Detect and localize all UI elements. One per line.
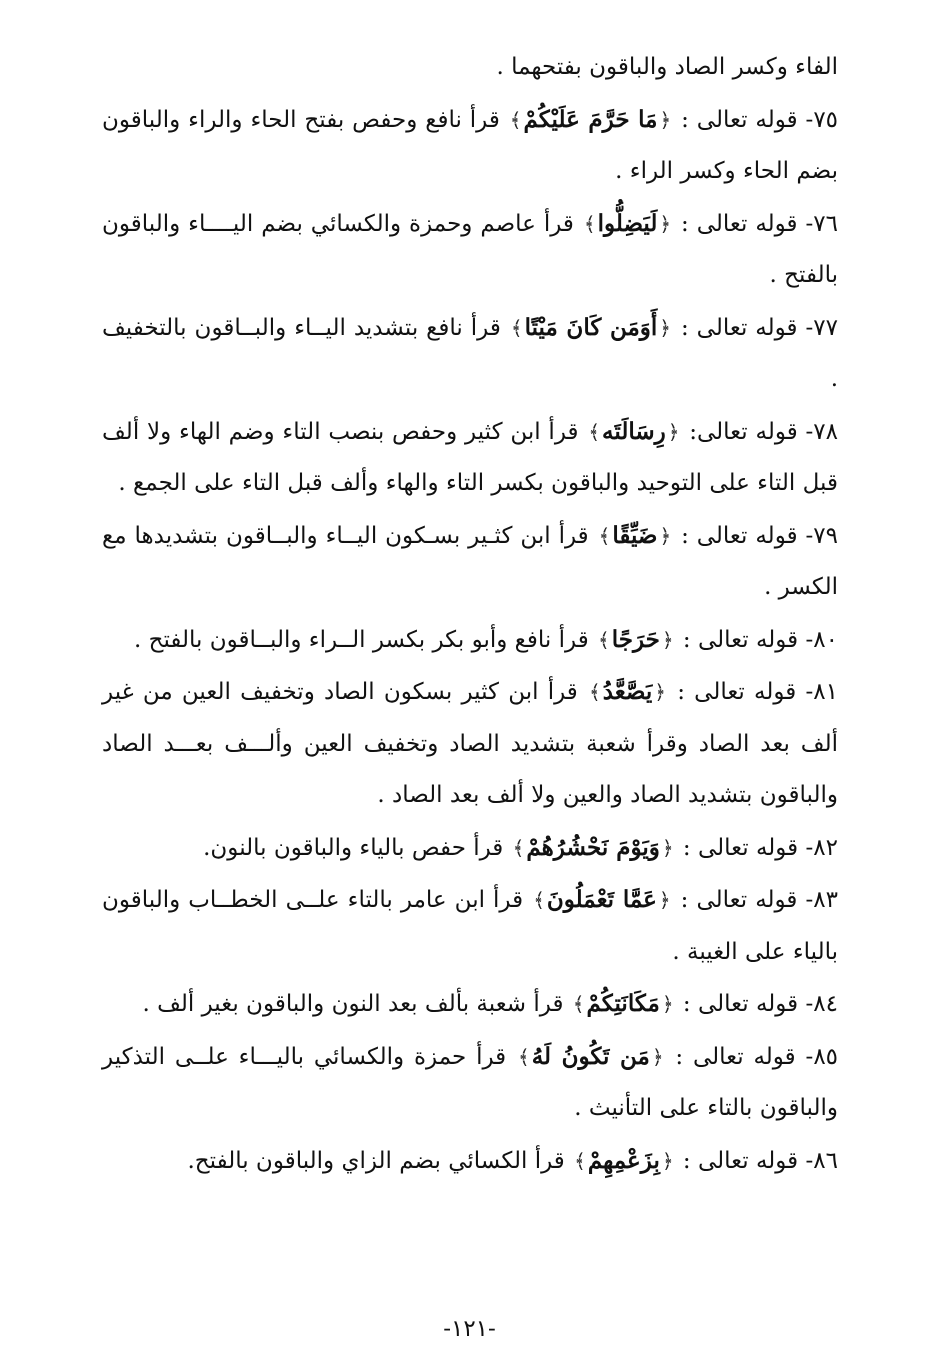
- ornament-open-icon: ﴿: [661, 627, 674, 652]
- entry-reading: قرأ ابن كثير بسكون الصاد وتخفيف العين من غير ألف بعد الصاد وقرأ شعبة بتشديد الصاد وتخفيف العين وألـــف بعـــد الصاد والباقون بتشديد الصاد والعين ولا ألف بعد الصاد .: [102, 679, 838, 808]
- entry-number: ٧٥-: [805, 106, 839, 133]
- entry-intro: قوله تعالى :: [682, 834, 799, 861]
- entry-reading: قرأ حمزة والكسائي باليـــاء علــى التذكير والباقون بالتاء على التأنيث .: [102, 1043, 838, 1121]
- ornament-open-icon: ﴿: [659, 523, 672, 548]
- entry-number: ٨٢-: [805, 834, 838, 861]
- quran-phrase: يَصَّعَّدُ: [602, 678, 653, 705]
- entry-intro: قوله تعالى:: [689, 418, 798, 445]
- quran-phrase: ضَيِّقًا: [612, 521, 658, 549]
- reading-entry: [102, 1031, 838, 1135]
- reading-entry: [102, 94, 838, 198]
- reading-entry: [102, 978, 838, 1031]
- quran-phrase: عَمَّا تَعْمَلُونَ: [546, 886, 657, 913]
- quran-phrase: لَيَضِلُّوا: [597, 209, 658, 237]
- reading-entry: [102, 822, 838, 875]
- entry-reading: قرأ ابن كثـير بسـكون اليــاء والبــاقون بتشديدها مع الكسر .: [102, 522, 838, 600]
- entry-reading: قرأ نافع بتشديد اليــاء والبــاقون بالتخفيف .: [102, 314, 838, 392]
- entry-number: ٨٣-: [805, 887, 838, 913]
- ornament-close-icon: ﴾: [509, 107, 522, 132]
- quran-phrase: بِزَعْمِهِمْ: [587, 1146, 660, 1174]
- entry-intro: قوله تعالى :: [682, 1147, 799, 1174]
- ornament-close-icon: ﴾: [589, 680, 601, 704]
- entry-reading: قرأ ابن كثير وحفص بنصب التاء وضم الهاء ولا ألف قبل التاء على التوحيد والباقون بكسر التاء والهاء وألف قبل التاء على الجمع .: [102, 418, 838, 496]
- quran-phrase: حَرَجًا: [611, 625, 660, 653]
- entry-intro: قوله تعالى :: [682, 991, 799, 1017]
- entry-number: ٧٧-: [805, 314, 838, 341]
- quran-phrase: رِسَالَتَه: [602, 417, 666, 445]
- quran-phrase: مَكَانَتِكُمْ: [586, 990, 660, 1017]
- entry-reading: قرأ الكسائي بضم الزاي والباقون بالفتح.: [187, 1147, 565, 1174]
- ornament-close-icon: ﴾: [574, 1148, 586, 1173]
- ornament-open-icon: ﴿: [659, 107, 672, 132]
- reading-entry: [102, 666, 838, 822]
- quran-phrase: وَيَوْمَ نَحْشُرُهُمْ: [526, 833, 660, 861]
- entry-number: ٨٠-: [805, 626, 838, 653]
- entry-intro: قوله تعالى :: [682, 626, 799, 653]
- quran-phrase: مَا حَرَّمَ عَلَيْكُمْ: [523, 105, 658, 133]
- entry-intro: قوله تعالى :: [681, 522, 798, 549]
- ornament-open-icon: ﴿: [661, 992, 674, 1016]
- ornament-open-icon: ﴿: [658, 888, 671, 912]
- entry-number: ٨٤-: [805, 991, 838, 1017]
- ornament-open-icon: ﴿: [667, 419, 680, 444]
- entries-list: [102, 94, 838, 1188]
- entry-number: ٨٦-: [805, 1147, 838, 1174]
- entry-number: ٨١-: [805, 679, 838, 705]
- entry-intro: قوله تعالى :: [677, 679, 797, 705]
- ornament-close-icon: ﴾: [572, 992, 585, 1016]
- ornament-open-icon: ﴿: [659, 211, 672, 236]
- entry-number: ٨٥-: [805, 1043, 839, 1070]
- entry-intro: قوله تعالى :: [675, 1043, 796, 1070]
- entry-reading: قرأ ابن عامر بالتاء علــى الخطــاب والباقون بالياء على الغيبة .: [102, 887, 838, 965]
- reading-entry: [102, 510, 838, 614]
- reading-entry: [102, 614, 838, 667]
- entry-number: ٧٨-: [805, 418, 839, 445]
- entry-number: ٧٦-: [805, 210, 838, 237]
- entry-intro: قوله تعالى :: [680, 887, 798, 913]
- reading-entry: [102, 1135, 838, 1188]
- page-number: -١٢١-: [443, 1316, 496, 1342]
- ornament-close-icon: ﴾: [598, 627, 610, 652]
- entry-intro: قوله تعالى :: [681, 210, 798, 237]
- ornament-close-icon: ﴾: [598, 523, 611, 548]
- quran-phrase: مَن تَكُونُ لَهُ: [531, 1042, 650, 1070]
- quran-phrase: أَوَمَن كَانَ مَيْتًا: [524, 313, 658, 341]
- ornament-open-icon: ﴿: [654, 680, 666, 704]
- ornament-close-icon: ﴾: [512, 835, 525, 860]
- entry-reading: قرأ نافع وحفص بفتح الحاء والراء والباقون بضم الحاء وكسر الراء .: [102, 106, 838, 184]
- entry-reading: قرأ عاصم وحمزة والكسائي بضم اليــــاء والباقون بالفتح .: [102, 210, 838, 288]
- page-text: [102, 42, 838, 1187]
- ornament-close-icon: ﴾: [583, 211, 596, 236]
- entry-intro: قوله تعالى :: [680, 314, 798, 341]
- entry-reading: قرأ نافع وأبو بكر بكسر الــراء والبــاقون بالفتح .: [133, 626, 589, 653]
- ornament-close-icon: ﴾: [533, 888, 545, 912]
- ornament-close-icon: ﴾: [518, 1044, 530, 1069]
- entry-number: ٧٩-: [805, 522, 838, 549]
- reading-entry: [102, 302, 838, 406]
- ornament-close-icon: ﴾: [588, 419, 601, 444]
- entry-reading: قرأ حفص بالياء والباقون بالنون.: [203, 834, 504, 861]
- intro-line: الفاء وكسر الصاد والباقون بفتحهما .: [496, 54, 838, 80]
- ornament-open-icon: ﴿: [661, 1148, 674, 1173]
- ornament-open-icon: ﴿: [659, 315, 671, 340]
- entry-reading: قرأ شعبة بألف بعد النون والباقون بغير ألف .: [142, 991, 564, 1017]
- reading-entry: [102, 198, 838, 302]
- ornament-close-icon: ﴾: [510, 315, 523, 340]
- reading-entry: [102, 874, 838, 978]
- entry-intro: قوله تعالى :: [681, 106, 798, 133]
- ornament-open-icon: ﴿: [661, 835, 674, 860]
- ornament-open-icon: ﴿: [651, 1044, 664, 1069]
- reading-entry: [102, 406, 838, 510]
